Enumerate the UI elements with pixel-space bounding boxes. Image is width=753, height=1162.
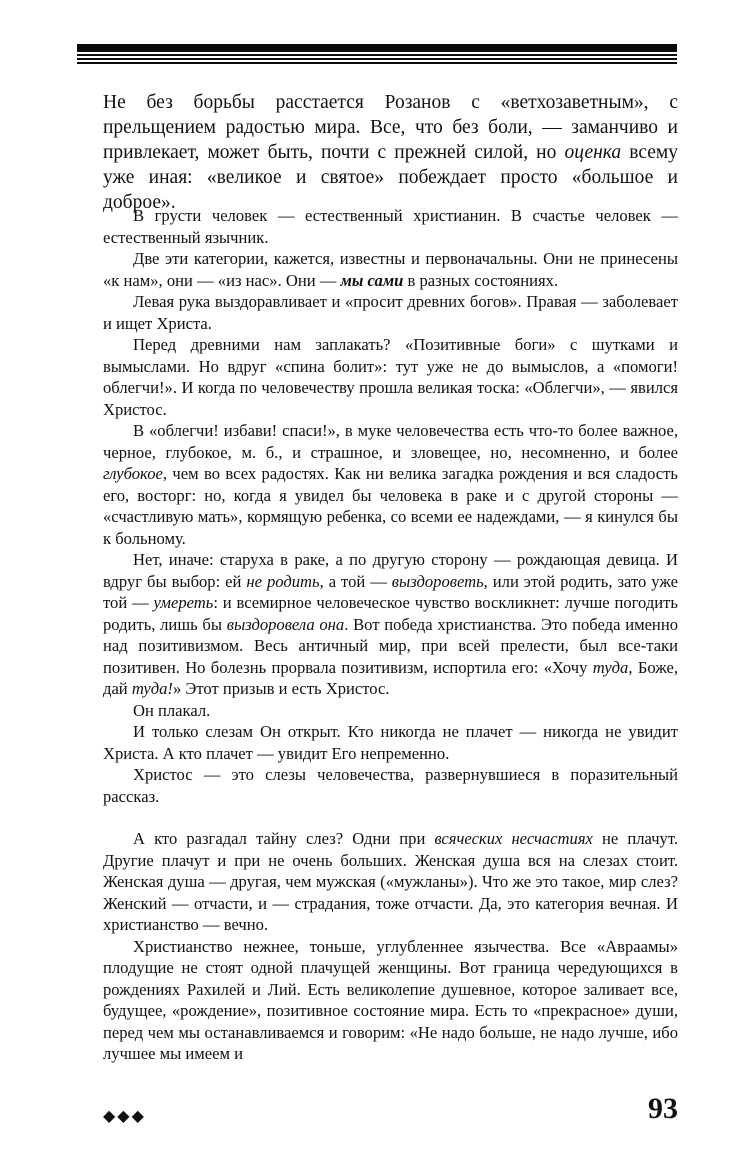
paragraph: И только слезам Он открыт. Кто никогда не плачет — никогда не увидит Христа. А кто плачет — увидит Его непременно. bbox=[103, 722, 678, 763]
lead-paragraph bbox=[103, 90, 678, 215]
diamond-ornament-icon: ◆◆◆ bbox=[103, 1106, 146, 1125]
header-rule-thin-3 bbox=[77, 62, 677, 64]
header-rule-thin-2 bbox=[77, 58, 677, 60]
paragraph: Левая рука выздоравливает и «просит древних богов». Правая — заболевает и ищет Христа. bbox=[103, 292, 678, 333]
paragraph: А кто разгадал тайну слез? Одни при всяческих несчастиях не плачут. Другие плачут и при не очень больших. Женская душа вся на слезах стоит. Женская душа — другая, чем мужская («мужланы»). Что же это такое, мир слез? Женский — отчасти, и — страдания, тоже отчасти. Да, это категория вечная. И христианство — вечно. bbox=[103, 829, 678, 934]
lead-text: Не без борьбы расстается Розанов с «ветхозаветным», с прельщением радостью мира. Все, что без боли, — заманчиво и привлекает, может быть, почти с прежней силой, но оценка всему уже иная: «великое и святое» побеждает просто «большое и доброе». bbox=[103, 92, 678, 213]
paragraph: Перед древними нам заплакать? «Позитивные боги» с шутками и вымыслами. Но вдруг «спина болит»: тут уже не до вымыслов, а «помоги! облегчи!». И когда по человечеству прошла великая тоска: «Облегчи», — явился Христос. bbox=[103, 335, 678, 419]
paragraph: Он плакал. bbox=[133, 700, 211, 720]
paragraph: Христос — это слезы человечества, развернувшиеся в поразительный рассказ. bbox=[103, 765, 678, 806]
paragraph: В грусти человек — естественный христианин. В счастье человек — естественный язычник. bbox=[103, 206, 678, 247]
paragraph: Христианство нежнее, тоньше, углубленнее язычества. Все «Авраамы» плодущие не стоят одной плачущей женщины. Вот граница чередующихся в рождениях Рахилей и Лий. Есть великолепие душевное, которое заливает все, будущее, «рождение», позитивное состояние мира. Есть то «прекрасное» души, перед чем мы останавливаемся и говорим: «Не надо больше, не надо лучше, ибо лучшее мы имеем и bbox=[103, 936, 678, 1063]
page-number: 93 bbox=[648, 1092, 678, 1125]
quoted-text-block bbox=[103, 205, 678, 1065]
header-rule-thick bbox=[77, 44, 677, 52]
header-rule-thin-1 bbox=[77, 54, 677, 56]
section-gap bbox=[103, 807, 678, 828]
page-footer bbox=[103, 1092, 678, 1132]
paragraph: В «облегчи! избави! спаси!», в муке человечества есть что-то более важное, черное, глубокое, м. б., и страшное, и зловещее, но, несомненно, и более глубокое, чем во всех радостях. Как ни велика загадка рождения и вся сладость его, восторг: но, когда я увидел бы человека в раке и с другой стороны — «счастливую мать», кормящую ребенка, со всеми ее надеждами, — я кинулся бы к больному. bbox=[103, 421, 678, 548]
paragraph: Две эти категории, кажется, известны и первоначальны. Они не принесены «к нам», они — «из нас». Они — мы сами в разных состояниях. bbox=[103, 249, 678, 290]
paragraph: Нет, иначе: старуха в раке, а по другую сторону — рождающая девица. И вдруг бы выбор: ей не родить, а той — выздороветь, или этой родить, зато уже той — умереть: и всемирное человеческое чувство воскликнет: лучше погодить родить, лишь бы выздоровела она. Вот победа христианства. Это победа именно над позитивизмом. Весь античный мир, при всей прелести, был все-таки позитивен. Но болезнь прорвала позитивизм, испортила его: «Хочу туда, Боже, дай туда!» Этот призыв и есть Христос. bbox=[103, 550, 678, 698]
